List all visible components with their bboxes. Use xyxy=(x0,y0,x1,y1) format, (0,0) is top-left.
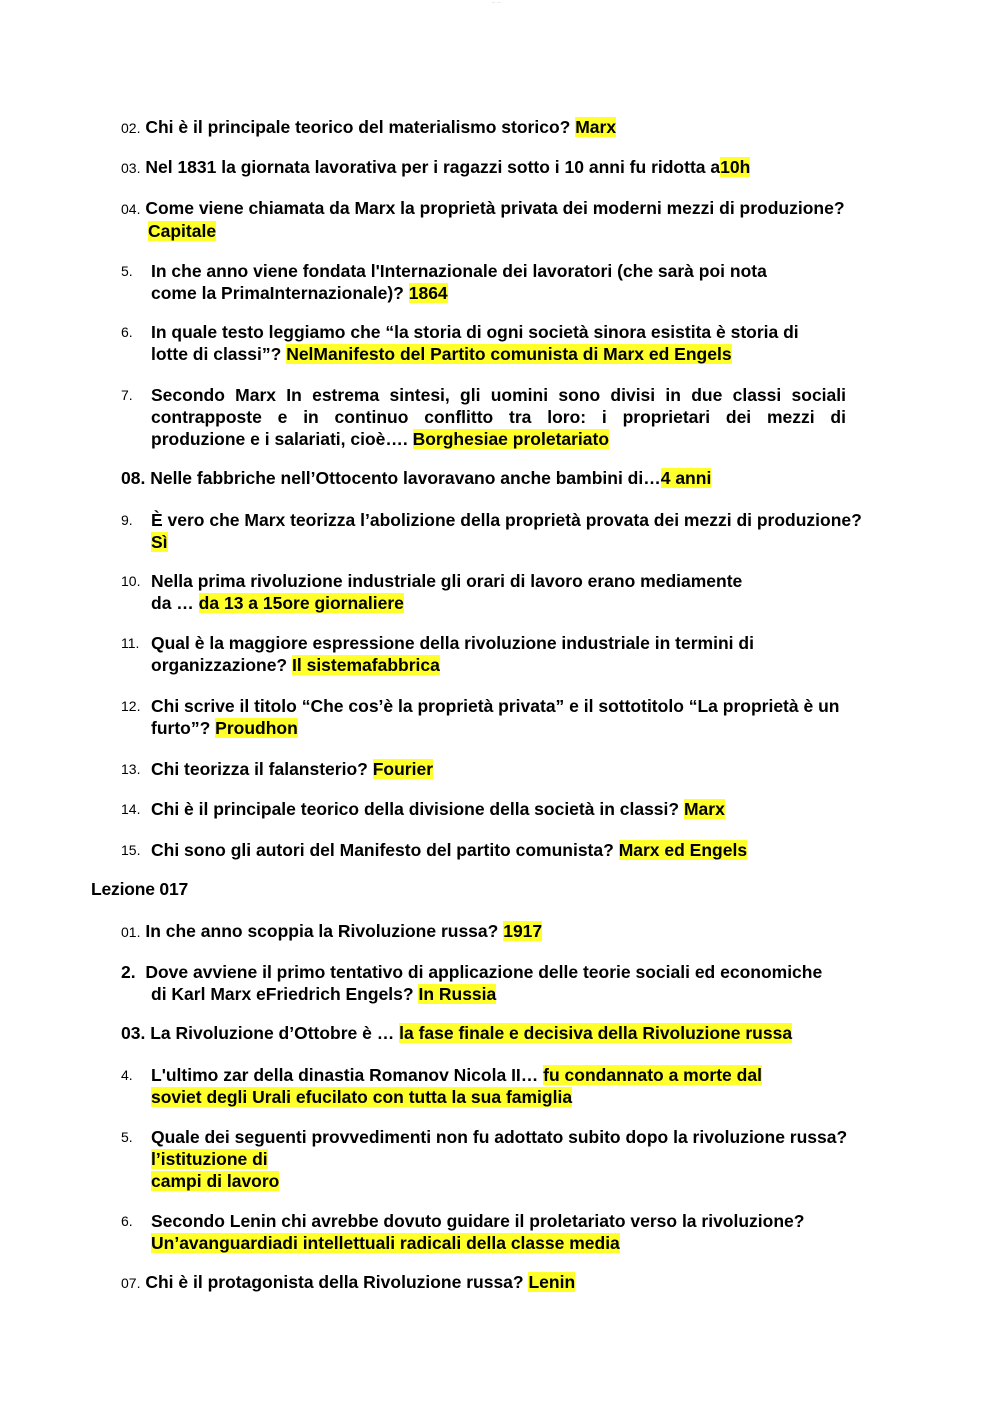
answer-highlight: 4 anni xyxy=(660,468,712,488)
question-item xyxy=(121,156,921,179)
question-number: 07. xyxy=(121,1275,141,1291)
question-item xyxy=(121,570,921,614)
question-number: 6. xyxy=(121,324,133,340)
question-item xyxy=(121,260,921,304)
question-number: 14. xyxy=(121,801,141,817)
question-text: Dove avviene il primo tentativo di applicazione delle teorie sociali ed economiche xyxy=(145,962,823,982)
question-text: Chi sono gli autori del Manifesto del partito comunista? xyxy=(151,840,614,860)
question-item xyxy=(121,920,921,943)
answer-highlight: l’istituzione di xyxy=(151,1149,268,1169)
header-mark: — · — xyxy=(492,0,501,4)
answer-highlight: Borghesiae proletariato xyxy=(412,429,610,449)
question-item xyxy=(121,798,921,820)
question-item xyxy=(121,695,921,739)
question-text: contrapposte e in continuo conflitto tra loro: i proprietari dei mezzi di xyxy=(151,407,846,427)
answer-highlight: soviet degli Urali efucilato con tutta la sua famiglia xyxy=(151,1087,573,1107)
question-number: 04. xyxy=(121,201,141,217)
answer-highlight: fu condannato a morte dal xyxy=(543,1065,762,1085)
question-text: da … xyxy=(151,593,194,613)
question-text: In che anno scoppia la Rivoluzione russa? xyxy=(145,921,499,941)
question-item xyxy=(121,1022,921,1044)
question-number: 03. xyxy=(121,160,141,176)
section-heading: Lezione 017 xyxy=(91,879,189,899)
question-text: organizzazione? xyxy=(151,655,288,675)
question-text: In quale testo leggiamo che “la storia di ogni società sinora esistita è storia di xyxy=(151,322,799,342)
answer-highlight: Marx ed Engels xyxy=(618,840,748,860)
answer-highlight: Un’avanguardiadi intellettuali radicali della classe media xyxy=(151,1233,620,1253)
question-text: In che anno viene fondata l'Internazionale dei lavoratori (che sarà poi nota xyxy=(151,261,767,281)
question-item xyxy=(121,197,921,242)
answer-highlight: la fase finale e decisiva della Rivoluzione russa xyxy=(399,1023,793,1043)
question-text: La Rivoluzione d’Ottobre è … xyxy=(150,1023,395,1043)
question-text: di Karl Marx eFriedrich Engels? xyxy=(151,984,414,1004)
answer-highlight: Il sistemafabbrica xyxy=(292,655,440,675)
question-number: 01. xyxy=(121,924,141,940)
question-text: Chi teorizza il falansterio? xyxy=(151,759,368,779)
question-item xyxy=(121,509,921,553)
question-item xyxy=(121,839,921,861)
question-text: Nel 1831 la giornata lavorativa per i ragazzi sotto i 10 anni fu ridotta a xyxy=(145,157,721,177)
question-item xyxy=(121,1210,921,1254)
question-number: 02. xyxy=(121,120,141,136)
question-text: Nella prima rivoluzione industriale gli orari di lavoro erano mediamente xyxy=(151,571,743,591)
question-text: Chi è il principale teorico del materialismo storico? xyxy=(145,117,571,137)
answer-highlight: 10h xyxy=(720,157,751,177)
question-number: 13. xyxy=(121,761,141,777)
question-text: L'ultimo zar della dinastia Romanov Nicola II… xyxy=(151,1065,539,1085)
question-text: Qual è la maggiore espressione della rivoluzione industriale in termini di xyxy=(151,633,754,653)
question-item xyxy=(121,321,921,365)
answer-highlight: campi di lavoro xyxy=(151,1171,280,1191)
question-item xyxy=(121,384,921,450)
question-text: Secondo Lenin chi avrebbe dovuto guidare il proletariato verso la rivoluzione? xyxy=(151,1211,805,1231)
answer-highlight: Proudhon xyxy=(215,718,298,738)
answer-highlight: NelManifesto del Partito comunista di Marx ed Engels xyxy=(286,344,732,364)
answer-highlight: 1917 xyxy=(503,921,543,941)
answer-highlight: Lenin xyxy=(528,1272,576,1292)
question-item xyxy=(121,1271,921,1294)
question-text: Chi scrive il titolo “Che cos’è la proprietà privata” e il sottotitolo “La proprietà è un xyxy=(151,696,840,716)
question-number: 6. xyxy=(121,1213,133,1229)
question-text: Chi è il principale teorico della divisione della società in classi? xyxy=(151,799,680,819)
question-number: 5. xyxy=(121,263,133,279)
question-item xyxy=(121,1064,921,1108)
question-item xyxy=(121,116,921,139)
question-text: Chi è il protagonista della Rivoluzione russa? xyxy=(145,1272,524,1292)
question-text: Secondo Marx In estrema sintesi, gli uomini sono divisi in due classi sociali xyxy=(151,385,846,405)
question-text: come la PrimaInternazionale)? xyxy=(151,283,404,303)
question-text: furto”? xyxy=(151,718,211,738)
answer-highlight: 1864 xyxy=(408,283,448,303)
question-number: 10. xyxy=(121,573,141,589)
answer-highlight: Fourier xyxy=(372,759,434,779)
question-item xyxy=(121,1126,921,1192)
answer-highlight: Capitale xyxy=(148,221,217,241)
question-number: 12. xyxy=(121,698,141,714)
answer-highlight: Marx xyxy=(683,799,725,819)
question-text: Come viene chiamata da Marx la proprietà privata dei moderni mezzi di produzione? xyxy=(145,198,845,218)
answer-highlight: In Russia xyxy=(418,984,497,1004)
question-number: 9. xyxy=(121,512,133,528)
answer-highlight: da 13 a 15ore giornaliere xyxy=(198,593,404,613)
question-number: 2. xyxy=(121,962,136,982)
question-text: Quale dei seguenti provvedimenti non fu adottato subito dopo la rivoluzione russa? xyxy=(151,1127,848,1147)
question-item xyxy=(121,467,921,489)
question-item xyxy=(121,632,921,676)
question-number: 5. xyxy=(121,1129,133,1145)
question-text: produzione e i salariati, cioè…. xyxy=(151,429,408,449)
question-number: 11. xyxy=(121,635,140,651)
answer-highlight: Marx xyxy=(575,117,617,137)
question-number: 03. xyxy=(121,1023,146,1043)
question-text: lotte di classi”? xyxy=(151,344,282,364)
question-text: Nelle fabbriche nell’Ottocento lavoravano anche bambini di… xyxy=(150,468,661,488)
question-item xyxy=(121,961,921,1005)
question-number: 4. xyxy=(121,1067,133,1083)
question-text: È vero che Marx teorizza l’abolizione della proprietà provata dei mezzi di produzione? xyxy=(151,510,862,530)
answer-highlight: Sì xyxy=(151,532,168,552)
question-number: 08. xyxy=(121,468,146,488)
question-item xyxy=(121,758,921,780)
question-number: 7. xyxy=(121,387,133,403)
question-number: 15. xyxy=(121,842,141,858)
